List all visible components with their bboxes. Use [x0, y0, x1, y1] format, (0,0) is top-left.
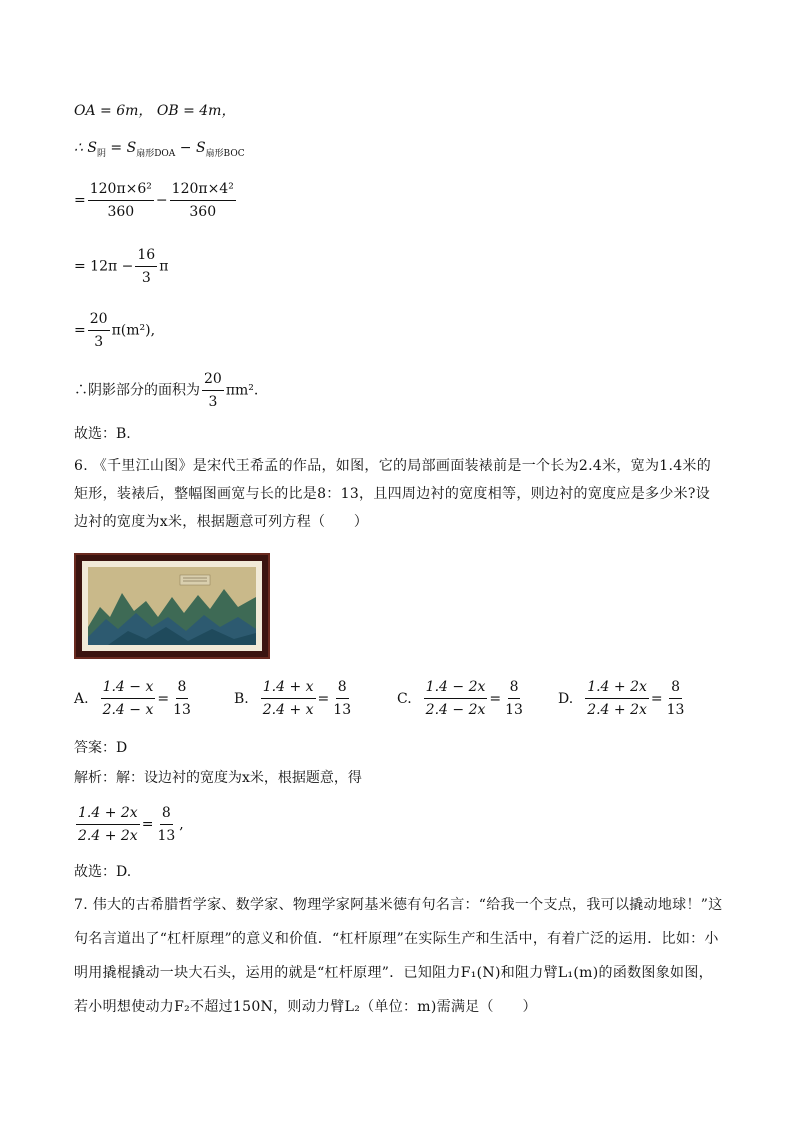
- fraction-1-den: 360: [107, 204, 135, 220]
- area-sub-boc: 扇形BOC: [205, 148, 245, 159]
- conclusion-text: ∴阴影部分的面积为: [74, 382, 200, 399]
- area-formula: [74, 138, 245, 164]
- option-b-label: B.: [234, 690, 249, 707]
- option-a-label: A.: [74, 690, 89, 707]
- fraction-4-num: 20: [88, 310, 110, 331]
- option-d-rnum: 8: [669, 678, 682, 699]
- option-b-rden: 13: [333, 702, 352, 718]
- option-d-den: 2.4 + 2x: [587, 702, 647, 718]
- conclusion-unit: πm².: [225, 382, 259, 399]
- option-c-rhs: [503, 678, 525, 719]
- option-d-rden: 13: [666, 702, 685, 718]
- landscape-painting-icon: [88, 567, 256, 645]
- equation-6-den: 2.4 + 2x: [78, 828, 138, 844]
- question-6-text: 6. 《千里江山图》是宋代王希孟的作品，如图，它的局部画面装裱前是一个长为2.4米，宽为1.4米的矩形，装裱后，整幅图画宽与长的比是8：13，且四周边衬的宽度相等，则边衬的宽度应是多少米?设边衬的宽度为x米，根据题意可列方程（ ）: [74, 458, 712, 530]
- option-c-lhs: [424, 678, 488, 719]
- equation-6-rden: 13: [157, 828, 176, 844]
- option-b-lhs: [261, 678, 316, 719]
- landscape-painting-image: [74, 553, 270, 659]
- option-a[interactable]: A. $\frac{1.4 - x}{2.4 - x}$ = $\frac{8}{13}$: [74, 679, 191, 718]
- option-a-rhs: [171, 678, 193, 719]
- option-b-den: 2.4 + x: [262, 702, 314, 718]
- option-d-rhs: [665, 678, 687, 719]
- fraction-1-num: 120π×6²: [88, 180, 154, 201]
- fraction-1: [88, 180, 154, 221]
- question-7-text: 7. 伟大的古希腊哲学家、数学家、物理学家阿基米德有句名言：“给我一个支点，我可以撬动地球！”这句名言道出了“杠杆原理”的意义和价值．“杠杆原理”在实际生产和生活中，有着广泛的运用．比如：小明用撬棍撬动一块大石头，运用的就是“杠杆原理”．已知阻力F₁(N)和阻力臂L₁(m)的函数图象如图，若小明想使动力F₂不超过150N，则动力臂L₂（单位：m)需满足（ ）: [74, 897, 723, 1015]
- fraction-4-den: 3: [94, 334, 104, 350]
- choice-6: 故选：D.: [74, 864, 132, 880]
- choice-5: 故选：B.: [74, 426, 131, 442]
- fraction-2-den: 360: [189, 204, 217, 220]
- option-d-lhs: [585, 678, 649, 719]
- step-2-pi: π: [159, 258, 169, 275]
- conclusion-5: [74, 370, 258, 411]
- analysis-6: 解析：解：设边衬的宽度为x米，根据题意，得: [74, 770, 362, 786]
- fraction-2-num: 120π×4²: [170, 180, 236, 201]
- area-symbol: ∴ S: [74, 140, 97, 156]
- fraction-2: [170, 180, 236, 221]
- option-c-rnum: 8: [508, 678, 521, 699]
- step-1: = $\frac{\text{120π×6²}}{360}$ − $\frac{\text{120π×4²}}{360}$: [74, 181, 234, 220]
- option-c-den: 2.4 − 2x: [425, 702, 486, 718]
- option-c-num: 1.4 − 2x: [424, 678, 488, 699]
- equation-6-rhs: [155, 804, 177, 845]
- equation-6-tail: ,: [179, 816, 184, 833]
- step-2: [74, 246, 168, 287]
- option-b-rhs: [331, 678, 353, 719]
- option-c[interactable]: C. $\frac{1.4 - 2x}{2.4 - 2x}$ = $\frac{8}{13}$: [397, 679, 523, 718]
- option-a-num: 1.4 − x: [101, 678, 156, 699]
- answer-6: 答案：D: [74, 740, 128, 756]
- fraction-5: [202, 370, 224, 411]
- step-3: = $\frac{20}{3}$ π(m²),: [74, 311, 156, 350]
- equation-6-num: 1.4 + 2x: [76, 804, 140, 825]
- option-a-lhs: [101, 678, 156, 719]
- option-b[interactable]: B. $\frac{1.4 + x}{2.4 + x}$ = $\frac{8}{13}$: [234, 679, 352, 718]
- area-sub-shaded: 阴: [96, 148, 106, 159]
- step-2-text: = 12π −: [74, 258, 134, 275]
- fraction-4: [88, 310, 110, 351]
- area-eq: = S: [105, 140, 137, 156]
- option-a-den: 2.4 − x: [102, 702, 154, 718]
- equation-6: $\frac{1.4 + 2x}{2.4 + 2x}$ = $\frac{8}{13}$ ,: [78, 805, 184, 844]
- option-d-label: D.: [558, 690, 574, 707]
- fraction-5-num: 20: [202, 370, 224, 391]
- option-d-num: 1.4 + 2x: [585, 678, 649, 699]
- area-minus: − S: [175, 140, 206, 156]
- option-c-label: C.: [397, 690, 412, 707]
- fraction-3-num: 16: [135, 246, 157, 267]
- fraction-3: [135, 246, 157, 287]
- option-a-rnum: 8: [176, 678, 189, 699]
- option-d[interactable]: D. $\frac{1.4 + 2x}{2.4 + 2x}$ = $\frac{8}{13}$: [558, 679, 685, 718]
- ob-length: OB = 4m: [156, 103, 222, 119]
- area-sub-doa: 扇形DOA: [136, 148, 176, 159]
- step-3-unit: π(m²),: [111, 322, 156, 339]
- oa-length: OA = 6m: [74, 103, 139, 119]
- fraction-5-den: 3: [208, 394, 218, 410]
- option-a-rden: 13: [173, 702, 191, 718]
- option-b-num: 1.4 + x: [261, 678, 316, 699]
- option-b-rnum: 8: [336, 678, 349, 699]
- option-c-rden: 13: [505, 702, 523, 718]
- equation-6-rnum: 8: [160, 804, 173, 825]
- fraction-3-den: 3: [141, 270, 151, 286]
- equation-6-lhs: [76, 804, 140, 845]
- given-lengths: OA = 6m， OB = 4m，: [74, 103, 236, 119]
